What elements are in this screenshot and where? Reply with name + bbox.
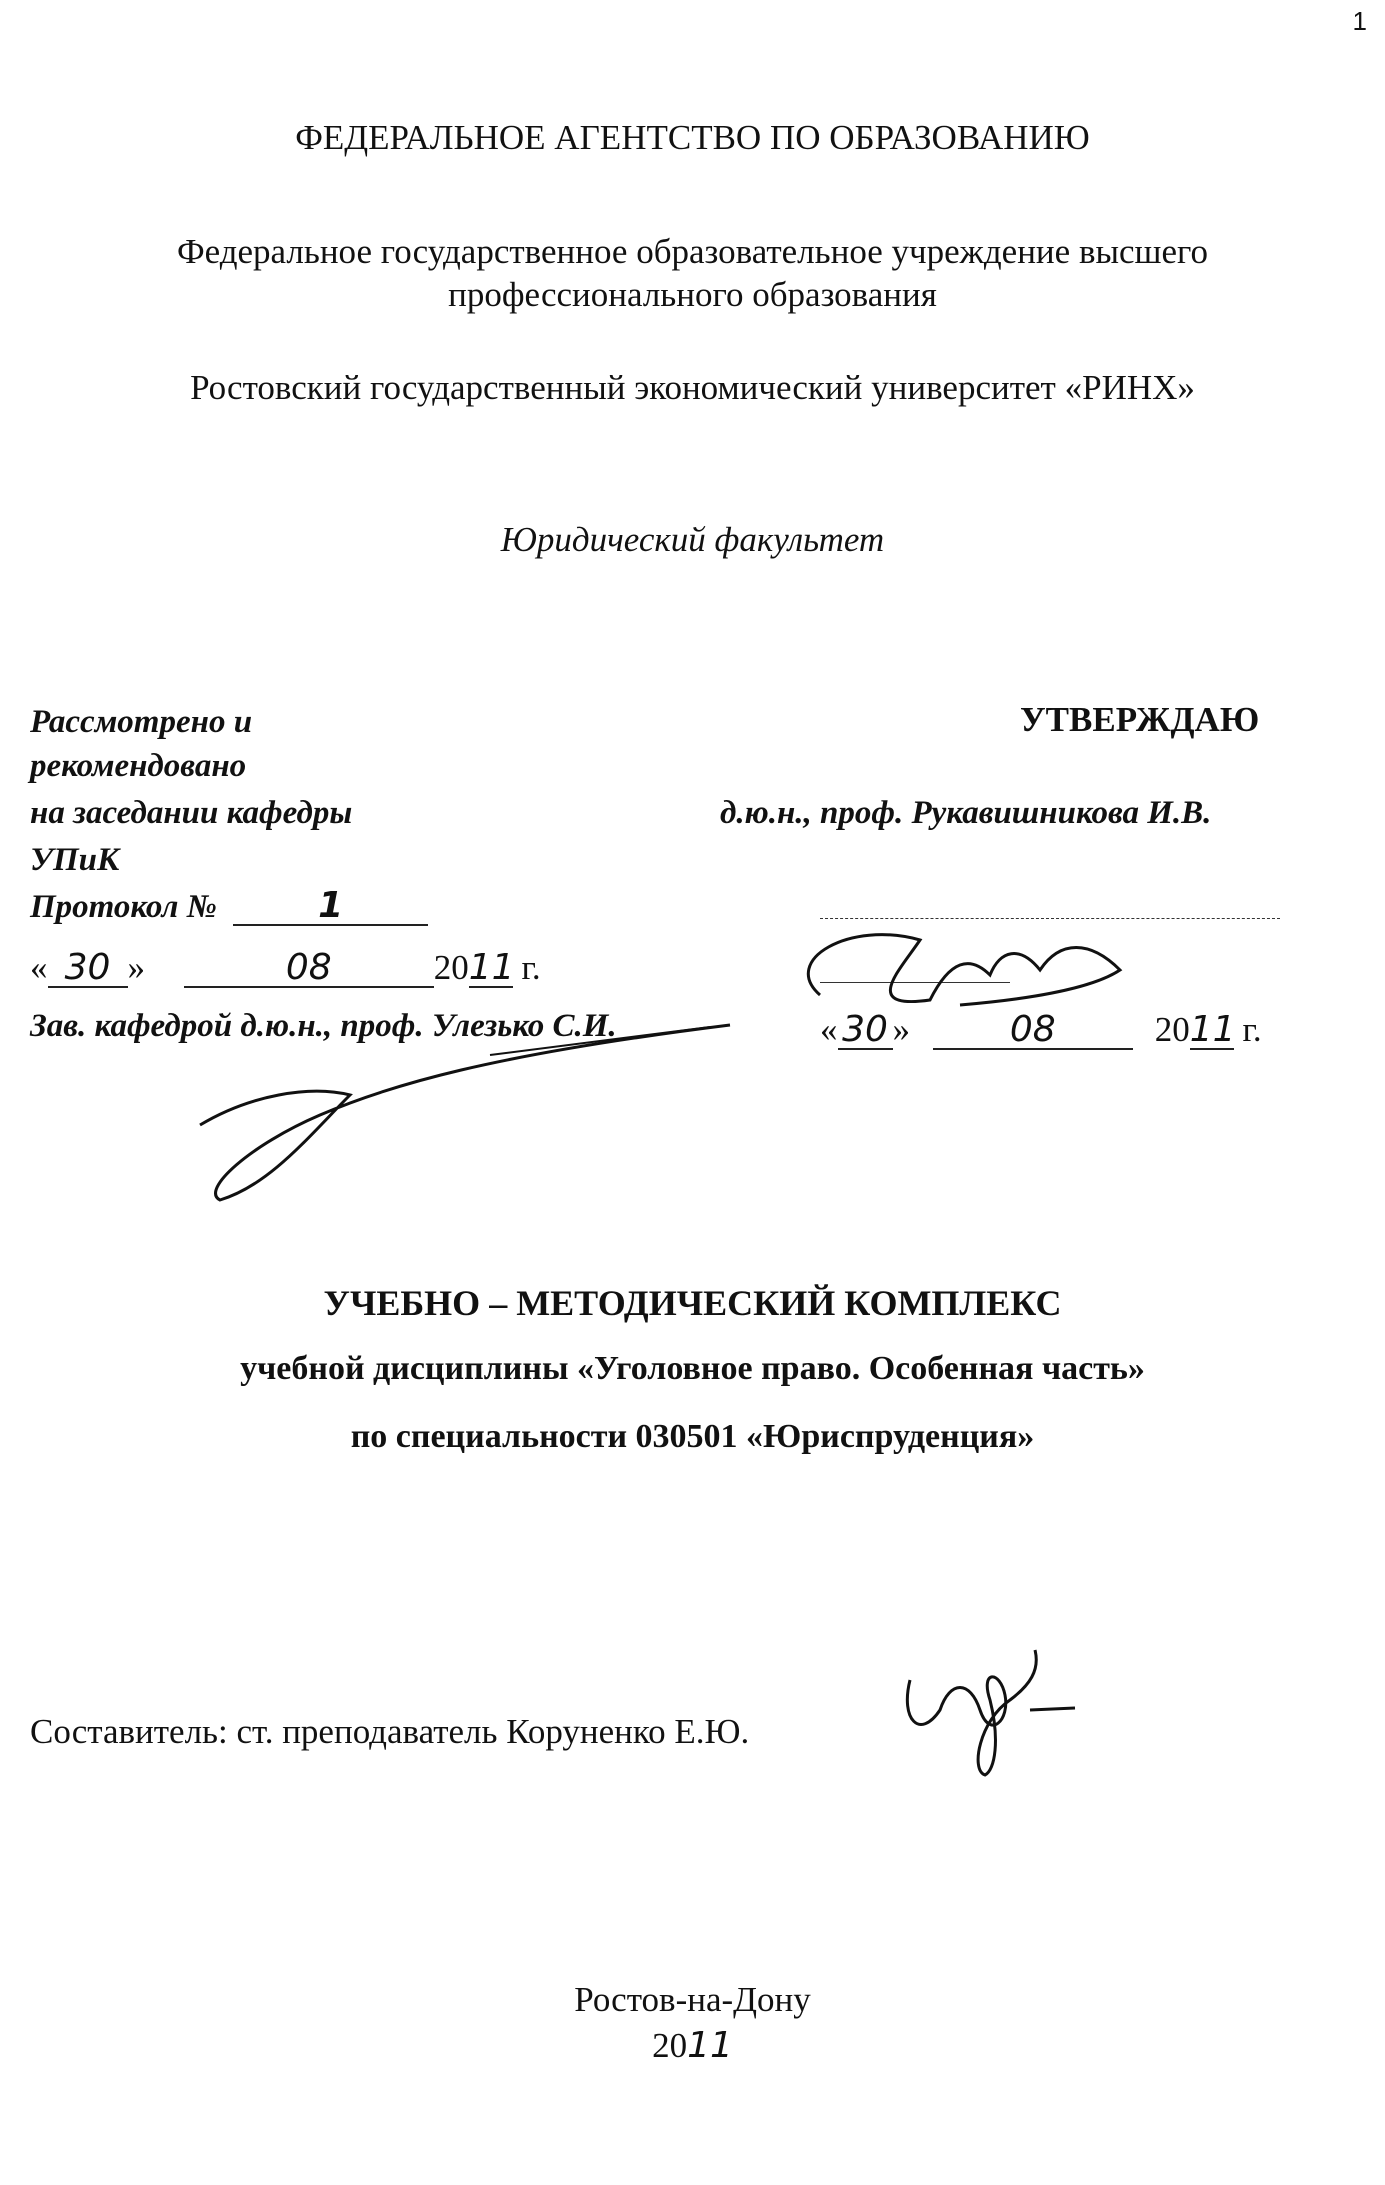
university-name: Ростовский государственный экономический университет «РИНХ»	[190, 368, 1195, 407]
left-date-year-suffix: 11	[468, 947, 515, 988]
right-date-year-end: г.	[1242, 1010, 1262, 1049]
left-date-year-end: г.	[521, 948, 541, 987]
reviewed-line-3: на заседании кафедры	[30, 795, 353, 831]
discipline-title: учебной дисциплины «Уголовное право. Особенная часть»	[240, 1350, 1145, 1387]
page-number: 1	[1352, 6, 1367, 36]
head-of-department: Зав. кафедрой д.ю.н., проф. Улезько С.И.	[30, 1008, 617, 1044]
footer-year-suffix: 11	[687, 2025, 733, 2066]
footer-year-prefix: 20	[652, 2026, 688, 2065]
approver-signature-drawing	[760, 900, 1180, 1030]
agency-heading: ФЕДЕРАЛЬНОЕ АГЕНТСТВО ПО ОБРАЗОВАНИЮ	[295, 118, 1090, 157]
right-date-year-prefix: 20	[1154, 1010, 1190, 1049]
approver-name: д.ю.н., проф. Рукавишникова И.В.	[720, 795, 1212, 831]
faculty-name: Юридический факультет	[500, 520, 885, 559]
department-name: УПиК	[30, 842, 120, 878]
reviewed-line-1: Рассмотрено и	[30, 704, 253, 740]
institution-line-2: профессионального образования	[448, 275, 937, 314]
right-date-open-quote: «	[820, 1010, 838, 1049]
footer-year	[0, 2025, 1385, 2066]
complex-title: УЧЕБНО – МЕТОДИЧЕСКИЙ КОМПЛЕКС	[323, 1283, 1062, 1323]
left-date-close-quote: »	[127, 948, 145, 987]
institution-line-1: Федеральное государственное образовательное учреждение высшего	[176, 232, 1208, 271]
protocol-number: 1	[233, 888, 428, 926]
city: Ростов-на-Дону	[574, 1980, 811, 2019]
left-date-month: 08	[184, 950, 434, 988]
specialty-title: по специальности 030501 «Юриспруденция»	[350, 1418, 1035, 1455]
right-date-day: 30	[838, 1012, 893, 1050]
left-date-line	[30, 948, 541, 988]
left-date-day: 30	[48, 950, 128, 988]
head-signature-drawing	[190, 1015, 750, 1215]
approve-heading: УТВЕРЖДАЮ	[1020, 700, 1260, 739]
protocol-label: Протокол №	[30, 889, 217, 925]
right-date-close-quote: »	[892, 1010, 910, 1049]
reviewed-line-2: рекомендовано	[30, 748, 247, 784]
protocol-line	[30, 885, 428, 926]
compiler-line: Составитель: ст. преподаватель Коруненко Е.Ю.	[30, 1712, 750, 1751]
left-date-year-prefix: 20	[433, 948, 469, 987]
left-date-open-quote: «	[30, 948, 48, 987]
compiler-signature-drawing	[900, 1640, 1090, 1780]
right-date-month: 08	[933, 1012, 1133, 1050]
right-date-year-suffix: 11	[1189, 1009, 1236, 1050]
